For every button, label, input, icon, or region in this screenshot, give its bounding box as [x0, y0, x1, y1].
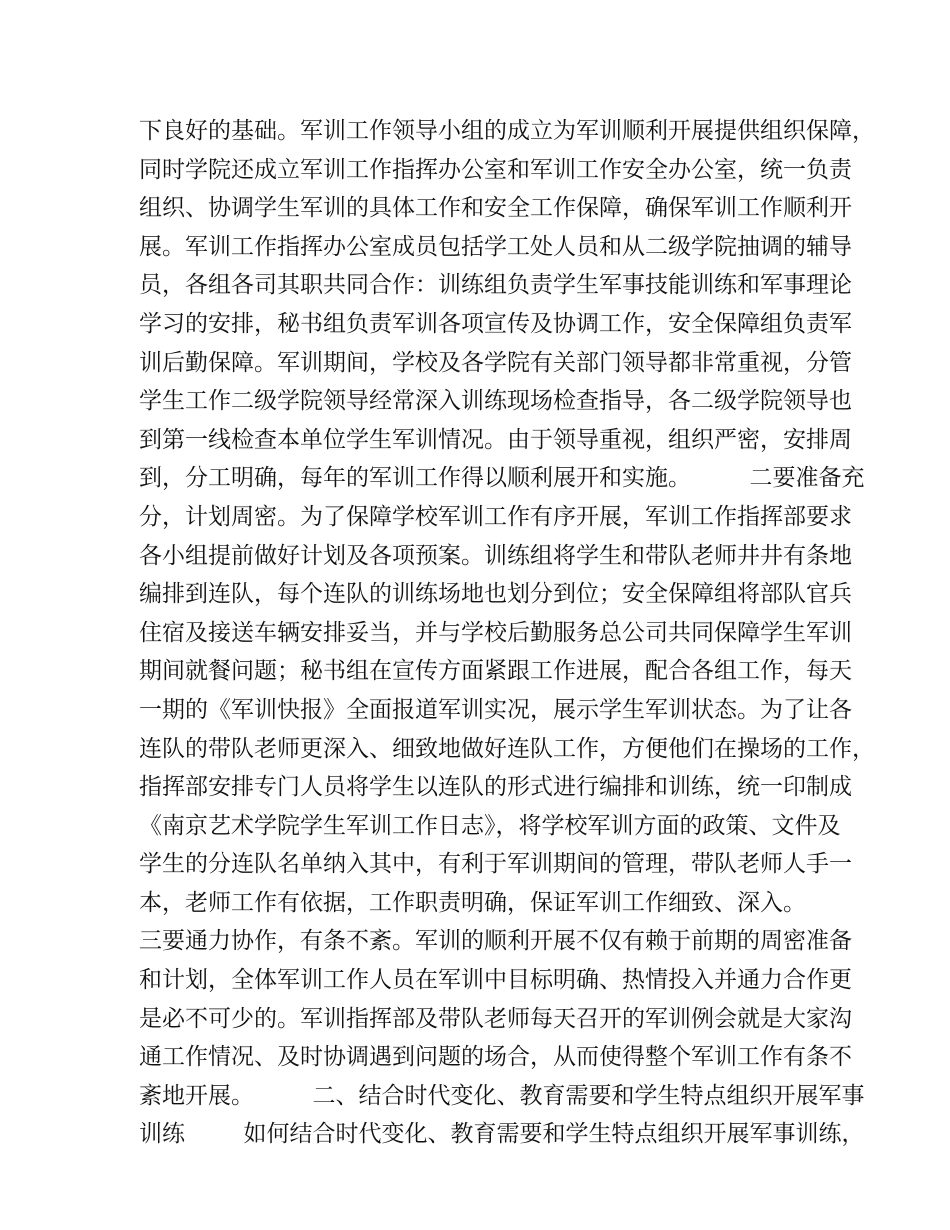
text-line: 《南京艺术学院学生军训工作日志》，将学校军训方面的政策、文件及: [139, 812, 841, 839]
text-line: 组织、协调学生军训的具体工作和安全工作保障，确保军训工作顺利开: [139, 195, 852, 222]
text-line: 同时学院还成立军训工作指挥办公室和军训工作安全办公室，统一负责: [139, 156, 852, 183]
text-line: 到第一线检查本单位学生军训情况。由于领导重视，组织严密，安排周: [139, 426, 852, 453]
text-line: 紊地开展。 二、结合时代变化、教育需要和学生特点组织开展军事: [139, 1082, 865, 1109]
text-line: 三要通力协作，有条不紊。军训的顺利开展不仅有赖于前期的周密准备: [139, 928, 852, 955]
text-line: 学生工作二级学院领导经常深入训练现场检查指导，各二级学院领导也: [139, 388, 852, 415]
text-line: 通工作情况、及时协调遇到问题的场合，从而使得整个军训工作有条不: [139, 1044, 852, 1071]
text-line: 期间就餐问题；秘书组在宣传方面紧跟工作进展，配合各组工作，每天: [139, 658, 852, 685]
text-line: 展。军训工作指挥办公室成员包括学工处人员和从二级学院抽调的辅导: [139, 233, 852, 260]
text-line: 住宿及接送车辆安排妥当，并与学校后勤服务总公司共同保障学生军训: [139, 619, 852, 646]
text-line: 分，计划周密。为了保障学校军训工作有序开展，军训工作指挥部要求: [139, 503, 852, 530]
text-line: 学习的安排，秘书组负责军训各项宣传及协调工作，安全保障组负责军: [139, 310, 852, 337]
text-line: 训练 如何结合时代变化、教育需要和学生特点组织开展军事训练，: [139, 1121, 865, 1148]
text-line: 到，分工明确，每年的军训工作得以顺利展开和实施。 二要准备充: [139, 465, 865, 492]
text-line: 连队的带队老师更深入、细致地做好连队工作，方便他们在操场的工作，: [139, 735, 875, 762]
text-line: 下良好的基础。军训工作领导小组的成立为军训顺利开展提供组织保障，: [139, 118, 875, 144]
text-line: 本，老师工作有依据，工作职责明确，保证军训工作细致、深入。: [139, 889, 806, 916]
text-line: 编排到连队，每个连队的训练场地也划分到位；安全保障组将部队官兵: [139, 581, 852, 608]
text-line: 指挥部安排专门人员将学生以连队的形式进行编排和训练，统一印制成: [139, 774, 852, 801]
text-line: 是必不可少的。军训指挥部及带队老师每天召开的军训例会就是大家沟: [139, 1005, 852, 1032]
text-line: 各小组提前做好计划及各项预案。训练组将学生和带队老师井井有条地: [139, 542, 852, 569]
text-line: 和计划，全体军训工作人员在军训中目标明确、热情投入并通力合作更: [139, 967, 852, 994]
body-text: [139, 112, 875, 1154]
text-line: 训后勤保障。军训期间，学校及各学院有关部门领导都非常重视，分管: [139, 349, 852, 376]
text-line: 一期的《军训快报》全面报道军训实况，展示学生军训状态。为了让各: [139, 696, 852, 723]
text-line: 员，各组各司其职共同合作：训练组负责学生军事技能训练和军事理论: [139, 272, 852, 299]
text-line: 学生的分连队名单纳入其中，有利于军训期间的管理，带队老师人手一: [139, 851, 852, 878]
